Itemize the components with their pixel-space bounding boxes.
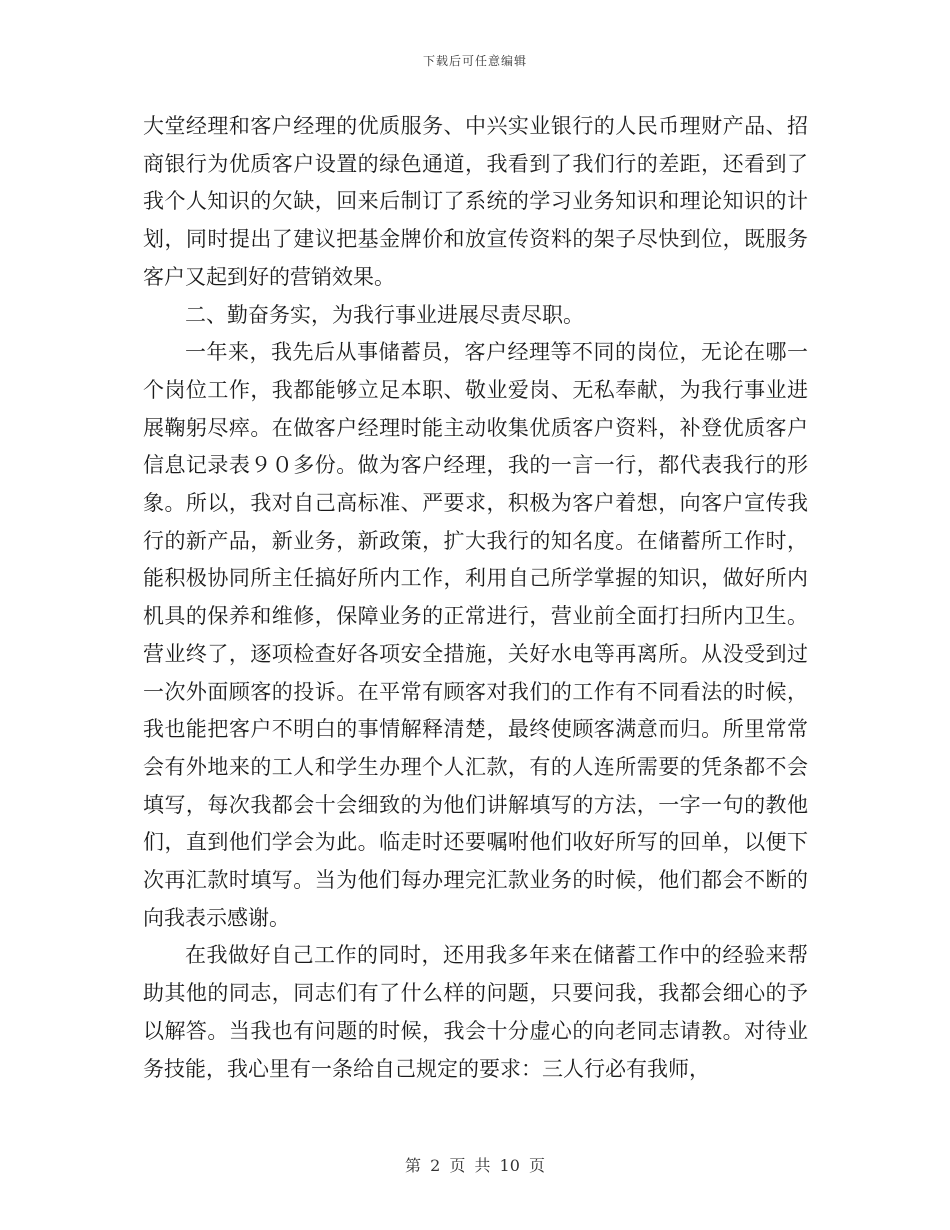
page-number: 第 2 页 共 10 页 [405, 1156, 545, 1175]
paragraph: 在我做好自己工作的同时，还用我多年来在储蓄工作中的经验来帮助其他的同志，同志们有了什么样的问题，只要问我，我都会细心的予以解答。当我也有问题的时候，我会十分虚心的向老同志请教。对待业务技能，我心里有一条给自己规定的要求：三人行必有我师， [143, 943, 808, 1081]
document-body [143, 108, 808, 1088]
header-note: 下载后可任意编辑 [422, 54, 527, 68]
paragraph: 大堂经理和客户经理的优质服务、中兴实业银行的人民币理财产品、招商银行为优质客户设置的绿色通道，我看到了我们行的差距，还看到了我个人知识的欠缺，回来后制订了系统的学习业务知识和理论知识的计划，同时提出了建议把基金牌价和放宣传资料的架子尽快到位，既服务客户又起到好的营销效果。 [143, 114, 808, 289]
paragraph: 一年来，我先后从事储蓄员，客户经理等不同的岗位，无论在哪一个岗位工作，我都能够立足本职、敬业爱岗、无私奉献，为我行事业进展鞠躬尽瘁。在做客户经理时能主动收集优质客户资料，补登优质客户信息记录表９０多份。做为客户经理，我的一言一行，都代表我行的形象。所以，我对自己高标准、严要求，积极为客户着想，向客户宣传我行的新产品，新业务，新政策，扩大我行的知名度。在储蓄所工作时，能积极协同所主任搞好所内工作，利用自己所学掌握的知识，做好所内机具的保养和维修，保障业务的正常进行，营业前全面打扫所内卫生。营业终了，逐项检查好各项安全措施，关好水电等再离所。从没受到过一次外面顾客的投诉。在平常有顾客对我们的工作有不同看法的时候，我也能把客户不明白的事情解释清楚，最终使顾客满意而归。所里常常会有外地来的工人和学生办理个人汇款，有的人连所需要的凭条都不会填写，每次我都会十会细致的为他们讲解填写的方法，一字一句的教他们，直到他们学会为此。临走时还要嘱咐他们收好所写的回单，以便下次再汇款时填写。当为他们每办理完汇款业务的时候，他们都会不断的向我表示感谢。 [143, 340, 808, 930]
section-heading: 二、勤奋务实，为我行事业进展尽责尽职。 [185, 302, 584, 327]
